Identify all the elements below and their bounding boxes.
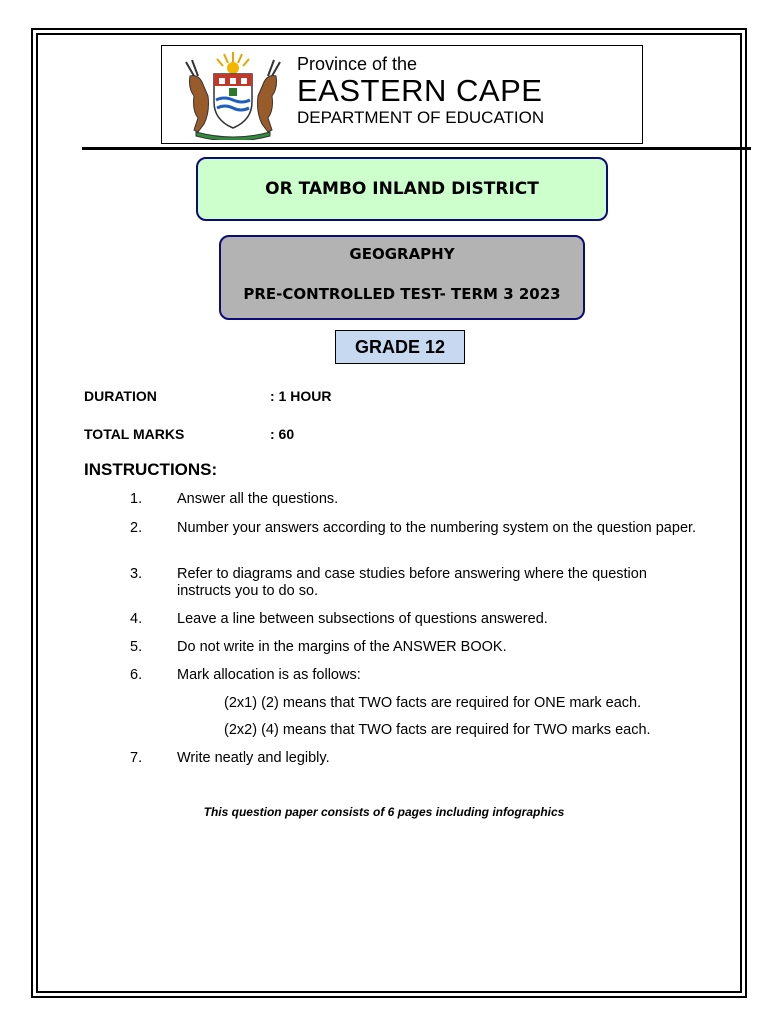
instruction-number: 7. [130,750,143,766]
total-marks-label: TOTAL MARKS [84,426,185,442]
logo-region-line: EASTERN CAPE [297,73,543,108]
instruction-number: 6. [130,667,143,683]
instruction-number: 4. [130,611,143,627]
instruction-number: 3. [130,566,143,582]
instruction-text: Do not write in the margins of the ANSWER BOOK. [177,639,507,655]
instruction-number: 5. [130,639,143,655]
logo-text [297,54,544,128]
instruction-text: Answer all the questions. [177,491,339,507]
instruction-text: Leave a line between subsections of questions answered. [177,611,548,627]
instructions-heading: INSTRUCTIONS: [84,460,218,479]
mark-allocation-line: (2x1) (2) means that TWO facts are required for ONE mark each. [224,695,642,711]
duration-value: : 1 HOUR [270,388,332,404]
coat-of-arms-icon [172,48,294,140]
instruction-text: Mark allocation is as follows: [177,667,361,683]
subject-box [219,235,585,320]
instruction-text: Write neatly and legibly. [177,750,330,766]
header-divider [82,147,751,150]
total-marks-value: : 60 [270,426,295,442]
department-logo [161,45,643,144]
test-title: PRE-CONTROLLED TEST- TERM 3 2023 [243,285,561,303]
instruction-text: Refer to diagrams and case studies before answering where the question instructs you to do so. [177,566,647,599]
instruction-number: 2. [130,520,143,536]
district-title: OR TAMBO INLAND DISTRICT [196,157,608,221]
subject-title: GEOGRAPHY [349,245,455,263]
page-count-note: This question paper consists of 6 pages including infographics [203,805,565,819]
instruction-text: Number your answers according to the numbering system on the question paper. [177,520,697,536]
logo-department-line: DEPARTMENT OF EDUCATION [297,108,545,127]
duration-label: DURATION [84,388,157,404]
logo-province-line: Province of the [297,54,418,74]
mark-allocation-line: (2x2) (4) means that TWO facts are required for TWO marks each. [224,722,651,738]
grade-label: GRADE 12 [335,330,465,364]
instruction-number: 1. [130,491,143,507]
